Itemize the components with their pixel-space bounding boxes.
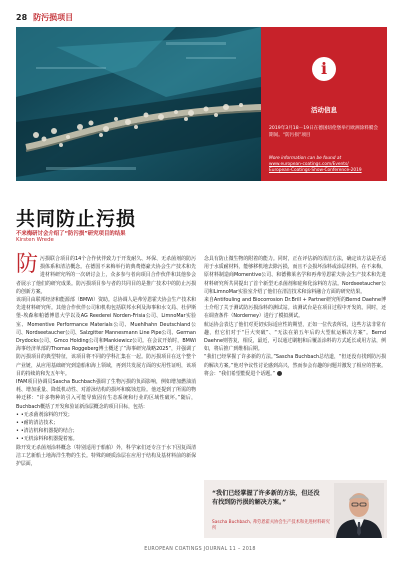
section-title: 防污损项目 [33,12,74,22]
paragraph: 来自Antifouling and Biocorrosion Dr.Brill + Partner研究所的Bernd Daehne博士介绍了关于测试防污损涂料的测试站。该测试台是在项目过程中开发的。同时，还在调查条件（Norderney）进行了模拟测试。 [204,297,386,320]
page-footer: EUROPEAN COATINGS JOURNAL 11 – 2018 [144,547,256,552]
info-box-more [269,156,381,174]
page-header [16,11,73,23]
event-link[interactable]: www.european-coatings.com/Events/ [269,162,349,167]
article-subtitle: 不来梅研讨会介绍了“防污损”研究项目的结果 [16,231,126,237]
info-box-title: 活动信息 [311,106,337,114]
article-column-left [16,252,196,468]
paragraph: 该项目由联邦经济和能源部（BMWi）资助。总协调人是弗劳恩霍夫协会生产技术和先进材料研究所。其他合作伙伴公司和机构包括联邦水利及海事和水文局、杜伊斯堡-埃森和帕德博恩大学以及AG Reederei Norden-Frisia公司、LimnoMar实验室、Momentive Performance Materials公司、Muehlhahn Deutschland公司、Nordseetaucher公司、Salzgitter Mannesmann Line Pipe公司、German Drydocks公司、Gmco Holding公司和Mankiewicz公司。在会议开始时，BMWi海事经济单部的Thomas Roggeberg博士概述了“海事研究战略2025”，并强调了防污损项目的典型特征，该项目将不同的学科汇集在一起。防污损项目在这个整个产业链，从应用基础研究到造船和海上领域，再到共发展方面的实用性证明，该项目的持续的和先五年年。 [16,297,196,377]
hero-photo [16,27,261,181]
info-icon: i [312,57,336,81]
list-item: • •无杀菌剂涂料的开发； [16,411,196,419]
more-info-label: More information can be found at [269,156,342,161]
quote-name: Sascha Buchbach, [212,520,252,525]
pull-quote [204,480,387,538]
quote-role: 弗劳恩霍夫协会生产技术和先进材料研究所 [212,520,330,531]
portrait-photo [334,483,384,538]
article-column-right [204,255,386,378]
paragraph-text: 污损联合项目的14个合作伙伴致力于开发耐久、环保、无杀菌剂的防污损体系和清洁概念。在德国不来梅举行的典费德豪夫协会生产技术和先进材料研究所的一次研讨会上，众多参与者向项目合作伙伴和其他参会者展示了他们的研究成果。防污损项目参与者的共同目的是推广技术中的防止污损的创新方案。 [16,256,196,295]
list-item: • •无机涂料和机器提着塞。 [16,435,196,443]
list-item: • •耐的清洁技术； [16,419,196,427]
list-item: • •清洁机和机器提的结合； [16,427,196,435]
info-box-body: 2019年3月18－19日在德国纽伦堡举行欧洲涂料膜会期间。“防污损”项目 [269,126,378,138]
article-title: 共同防止污损 [16,208,137,230]
page-number: 28 [16,12,28,22]
paragraph: 念具有防止微生物的附着的能力。同时，正在评估新的清洁方法，确定该方法是否适用于水质耐材料，能够移机地去除污损，而且不会损坏涂料或涂层材料。在不来梅，原材料制造商Momentive公司、和德佛莱名学和再弗劳恩霍夫协会生产技术和先进材料研究所共同提出了首个新型无杀菌剂和硅和化涂料的方法。Nordseetaucher公司和LimnoMar实验室介绍了他们在清洁技术和涂料融合方面的研究结果。 [204,256,386,295]
goal-list [16,411,196,444]
paragraph [16,252,196,296]
paragraph [204,353,386,378]
event-link[interactable]: European-Coatings-Show-Conference-2019 [269,168,362,173]
paragraph: 航运协会表达了他们对更切实际适应性的期望，正如一位代表所说，这些方法非常有趣，但它们对于“巨大突破”、“无法在第五年后的大型航运解决方案”。Bernd Daehne则答复，相反，最近，可以通过刷粗和后覆盖涂料的方式延长或用方法，例如，将后推广到维相后期。 [204,321,386,353]
paragraph: IFAM项目协调员Sascha Buchbach强调了生物污损的负面影响，例如增加燃油消耗、增加重量、降低机动性、对游泳结构的损坏和腐蚀危险。他还提到了所需的物种迁移：“许多物种的引入可能导致固有生态系统和行业的区域性破坏。”随后，Buchbach概括了开发和验证新涂层概念的项目目标，包括： [16,379,196,410]
drop-cap: 防 [16,252,39,277]
paragraph: 除开发无杀菌剂涂料概念（特别适用于船舶）外，科学家们还专注于水下因复面清洁工艺新船土地海洋生物的生长。特殊的硬质涂层在应用于结构及基材料前的新保护层面， [16,444,196,468]
article-author: Kirsten Wrede [16,237,54,243]
end-mark-icon [277,371,282,376]
event-info-box [261,27,387,181]
paragraph-text: “我们已经掌握了许多新的方法。”Sascha Buchbach总结道，“但还没有找到防污损的解决方案。”他对争议性讨论感到高兴，然而参会有趣的问题并激发了相应的答案。将会：“我们希望能促进个话题。” [204,354,386,377]
quote-attribution [212,520,330,532]
quote-text: “我们已经掌握了许多新的方法，但还没有找到防污损的解决方案。” [212,490,320,506]
